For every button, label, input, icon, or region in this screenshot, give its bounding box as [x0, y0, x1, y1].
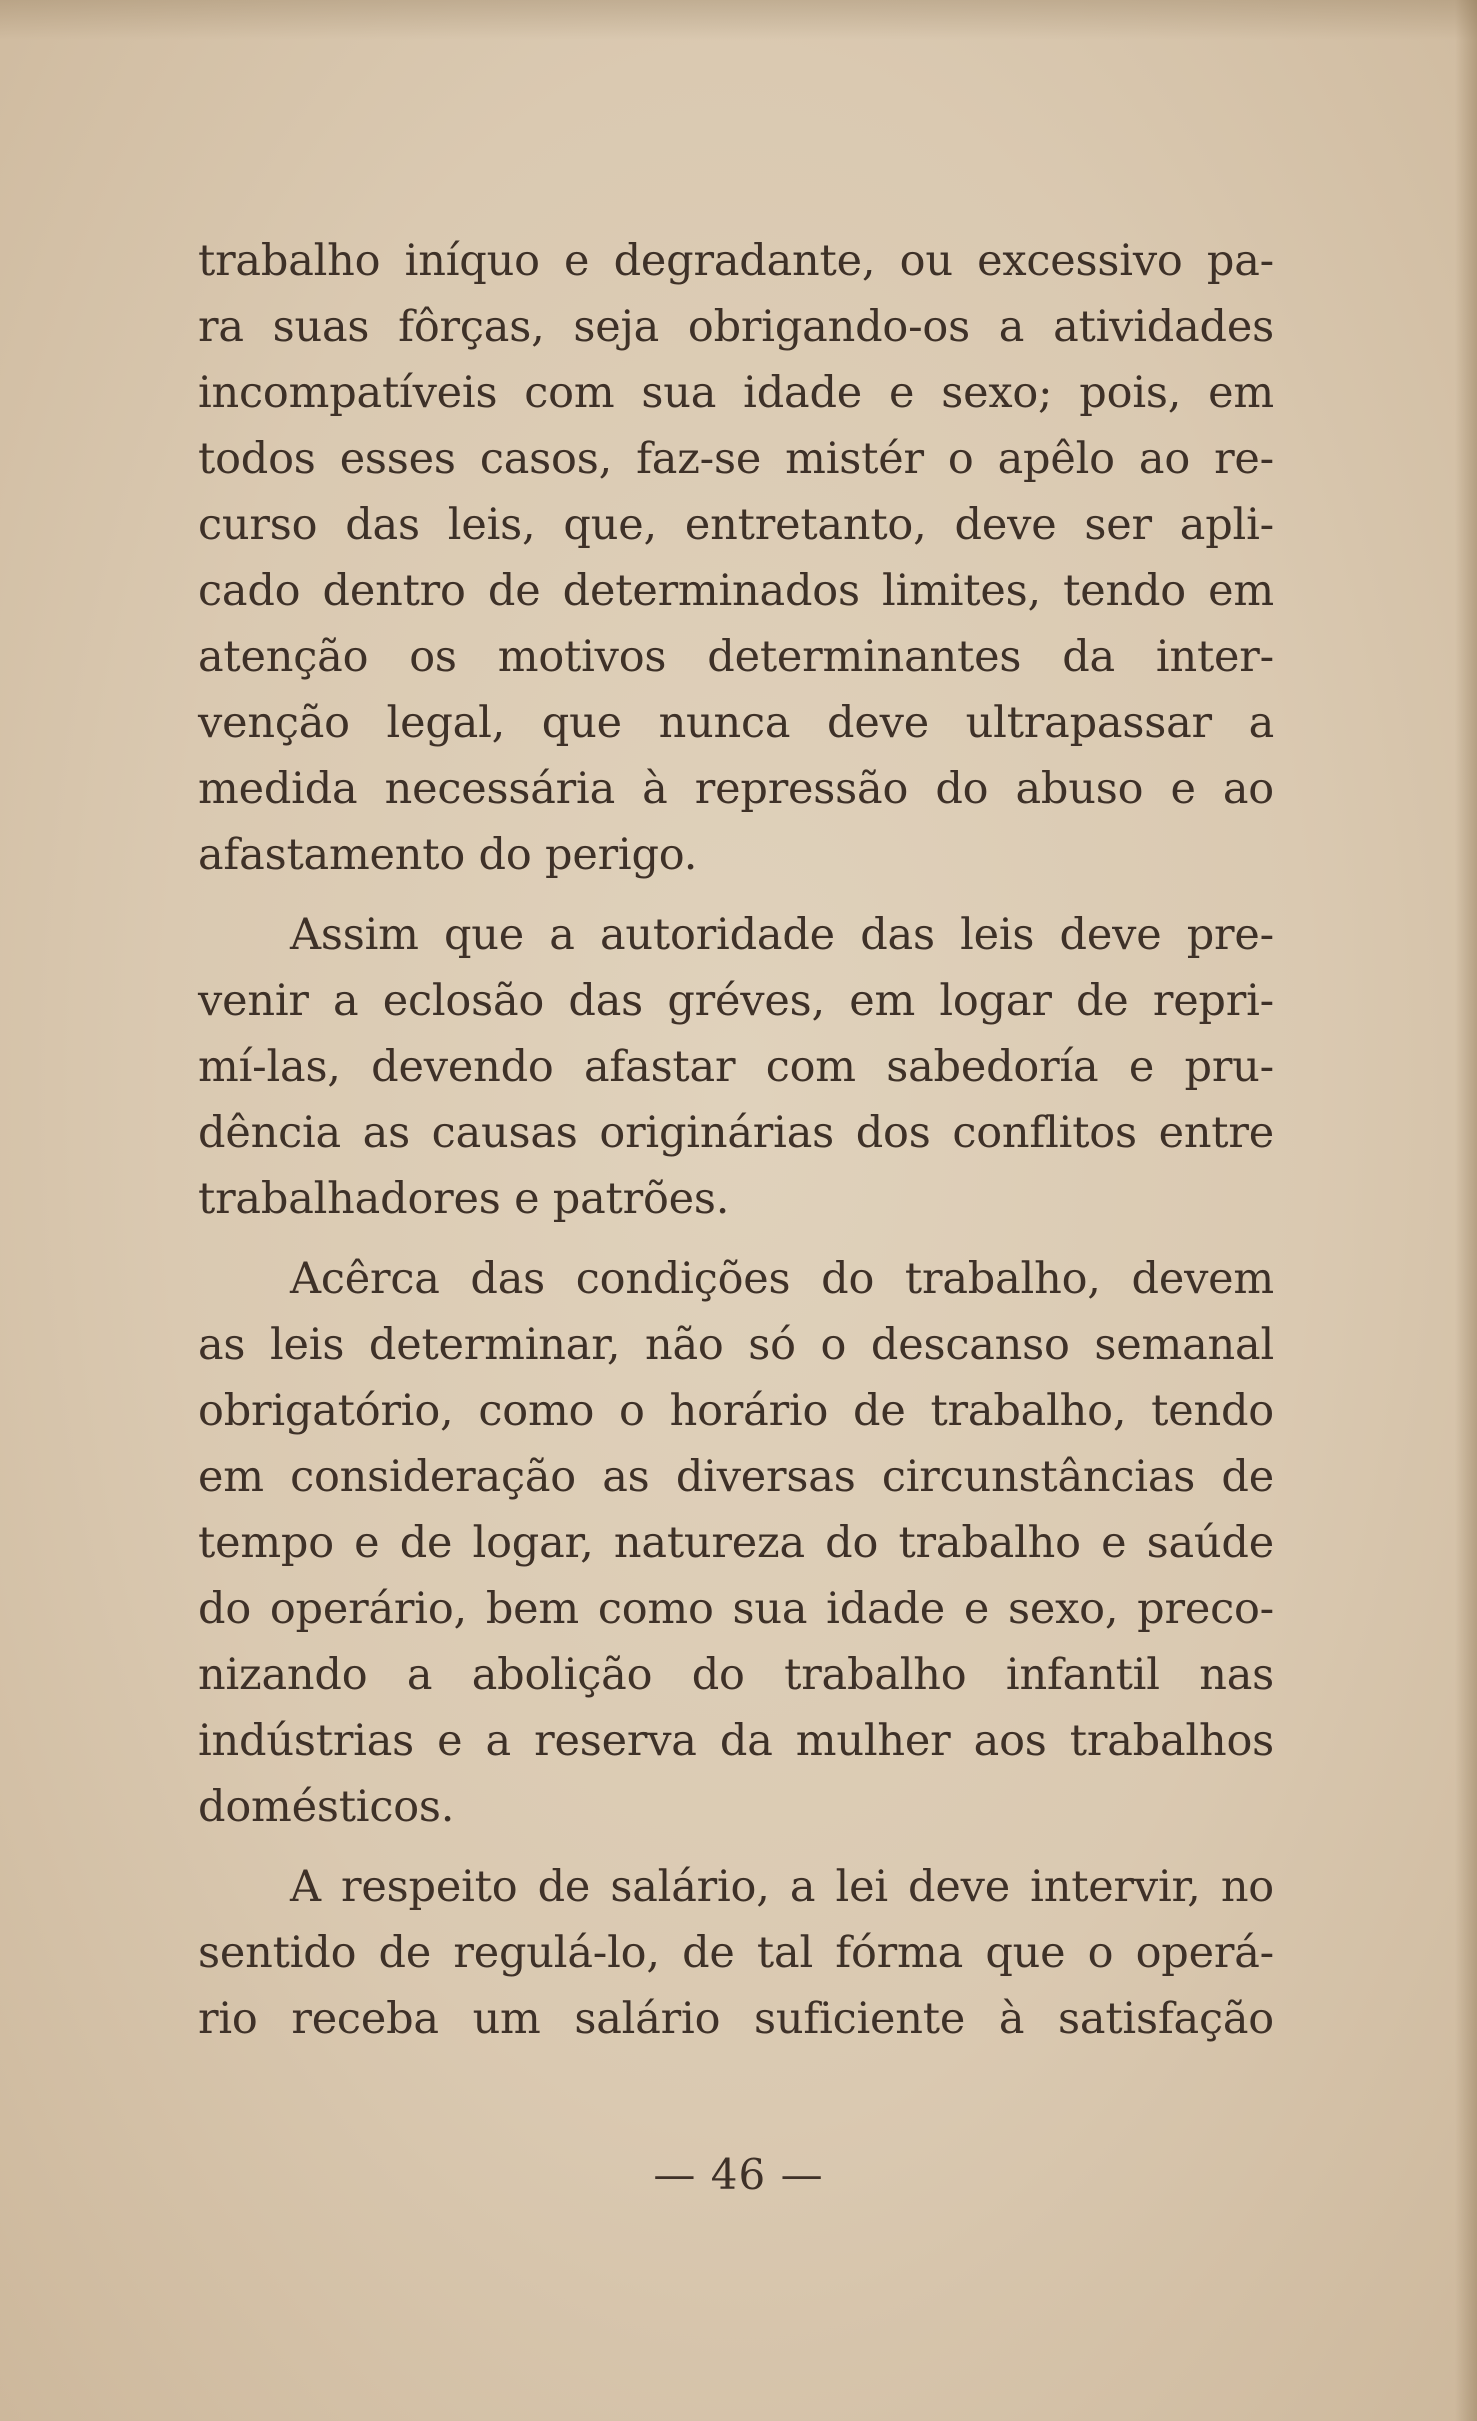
page-shadow-top [0, 0, 1477, 40]
text-line: trabalho iníquo e degradante, ou excessivo pa- [198, 236, 1274, 286]
text-line: incompatíveis com sua idade e sexo; pois, em [198, 368, 1274, 418]
text-line: A respeito de salário, a lei deve intervir, no [290, 1862, 1274, 1912]
text-line: nizando a abolição do trabalho infantil nas [198, 1650, 1274, 1700]
text-line: as leis determinar, não só o descanso semanal [198, 1320, 1274, 1370]
text-line: obrigatório, como o horário de trabalho, tendo [198, 1386, 1274, 1436]
text-line: venir a eclosão das gréves, em logar de repri- [198, 976, 1274, 1026]
text-line: do operário, bem como sua idade e sexo, preco- [198, 1584, 1274, 1634]
text-line: trabalhadores e patrões. [198, 1174, 730, 1224]
page-shadow-right [1455, 0, 1477, 2421]
text-line: ra suas fôrças, seja obrigando-os a atividades [198, 302, 1274, 352]
paragraph-4 [198, 1854, 1274, 2052]
text-line: Acêrca das condições do trabalho, devem [290, 1254, 1274, 1304]
text-line: domésticos. [198, 1782, 455, 1832]
text-line: tempo e de logar, natureza do trabalho e saúde [198, 1518, 1274, 1568]
paragraph-3 [198, 1246, 1274, 1840]
paragraph-1 [198, 228, 1274, 888]
text-line: Assim que a autoridade das leis deve pre- [290, 910, 1274, 960]
page-number: — 46 — [653, 2150, 824, 2199]
body-text [198, 228, 1274, 2066]
text-line: afastamento do perigo. [198, 830, 698, 880]
text-line: cado dentro de determinados limites, tendo em [198, 566, 1274, 616]
text-line: curso das leis, que, entretanto, deve ser apli- [198, 500, 1274, 550]
text-line: venção legal, que nunca deve ultrapassar a [198, 698, 1274, 748]
text-line: atenção os motivos determinantes da inter- [198, 632, 1274, 682]
text-line: medida necessária à repressão do abuso e ao [198, 764, 1274, 814]
text-line: em consideração as diversas circunstâncias de [198, 1452, 1274, 1502]
text-line: mí-las, devendo afastar com sabedoría e pru- [198, 1042, 1274, 1092]
text-line: indústrias e a reserva da mulher aos trabalhos [198, 1716, 1274, 1766]
text-line: dência as causas originárias dos conflitos entre [198, 1108, 1274, 1158]
text-line: rio receba um salário suficiente à satisfação [198, 1994, 1274, 2044]
text-line: sentido de regulá-lo, de tal fórma que o operá- [198, 1928, 1274, 1978]
paragraph-2 [198, 902, 1274, 1232]
text-line: todos esses casos, faz-se mistér o apêlo ao re- [198, 434, 1274, 484]
